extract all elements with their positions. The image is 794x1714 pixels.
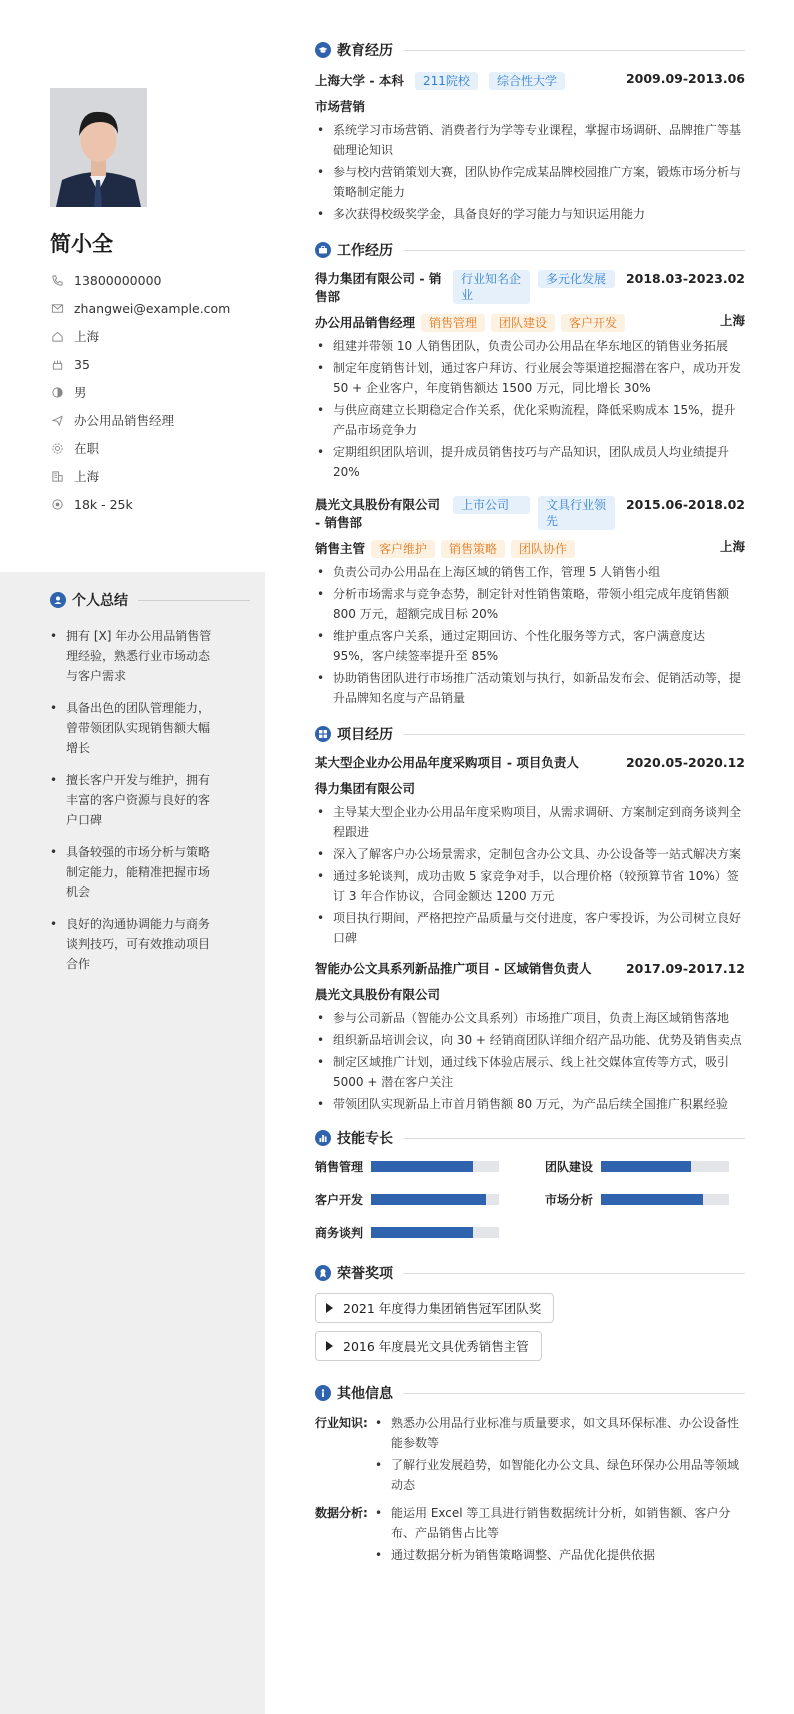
skill-item [545,1158,745,1175]
project-bullet: • 深入了解客户办公场景需求，定制包含办公文具、办公设备等一站式解决方案 [315,844,745,864]
skill-item [315,1224,515,1241]
summary-item: • 具备较强的市场分析与策略制定能力，能精准把握市场机会 [50,842,220,902]
salary-icon [50,497,64,511]
summary-title: 个人总结 [72,593,128,609]
honor-list [315,1293,745,1369]
skill-name: 市场分析 [545,1193,594,1207]
project-date: 2020.05-2020.12 [625,755,745,770]
project-entry [315,754,745,948]
job-role-row [315,538,745,558]
divider [403,250,745,251]
skill-bar [601,1161,729,1172]
job-entry [315,496,745,708]
skills-title: 技能专长 [337,1131,393,1147]
person-icon [50,592,66,608]
education-header [315,38,745,62]
contact-text: 35 [74,356,90,372]
project-name: 智能办公文具系列新品推广项目 - 区域销售负责人 [315,961,592,976]
other-label: 数据分析: [315,1506,368,1520]
summary-list [50,626,220,986]
other-group [315,1413,745,1497]
other-bullet: • 通过数据分析为销售策略调整、产品优化提供依据 [373,1545,745,1565]
project-bullet: • 项目执行期间，严格把控产品质量与交付进度，客户零投诉，为公司树立良好口碑 [315,908,745,948]
summary-item: • 擅长客户开发与维护，拥有丰富的客户资源与良好的客户口碑 [50,770,220,830]
skill-bar [371,1161,499,1172]
skill-item [315,1158,515,1175]
contact-item [50,434,260,462]
skill-item [315,1191,515,1208]
education-bullet: • 系统学习市场营销、消费者行为学等专业课程，掌握市场调研、品牌推广等基础理论知识 [315,120,745,160]
award-text: 2016 年度晨光文具优秀销售主管 [343,1339,529,1354]
divider [403,734,745,735]
main-content [315,38,745,1573]
skill-tag: 销售策略 [441,540,505,558]
contact-item [50,350,260,378]
skill-name: 商务谈判 [315,1226,364,1240]
contact-list [50,266,260,518]
divider [403,1273,745,1274]
project-header [315,960,745,978]
job-company-block [315,496,615,532]
skill-tag: 客户开发 [561,314,625,332]
other-bullet: • 熟悉办公用品行业标准与质量要求，如文具环保标准、办公设备性能参数等 [373,1413,745,1453]
contact-item [50,378,260,406]
job-city: 上海 [719,313,745,328]
summary-item: • 良好的沟通协调能力与商务谈判技巧，可有效推动项目合作 [50,914,220,974]
gender-icon [50,385,64,399]
job-city: 上海 [719,539,745,554]
job-role-block [315,312,625,332]
skills-header [315,1126,745,1150]
send-icon [50,413,64,427]
honors-title: 荣誉奖项 [337,1266,393,1282]
skill-bar [371,1227,499,1238]
skill-tag: 团队建设 [491,314,555,332]
projects-header [315,722,745,746]
job-header [315,270,745,306]
contact-item [50,294,260,322]
info-icon [315,1385,331,1401]
project-bullet: • 制定区域推广计划，通过线下体验店展示、线上社交媒体宣传等方式，吸引 5000 + 潜在客户关注 [315,1052,745,1092]
company-name: 得力集团有限公司 - 销售部 [315,271,442,304]
profile-photo [50,88,147,207]
mail-icon [50,301,64,315]
job-date: 2018.03-2023.02 [625,271,745,286]
contact-text: 上海 [74,329,100,344]
other-bullets [373,1503,745,1567]
building-icon [50,469,64,483]
project-org: 晨光文具股份有限公司 [315,987,441,1002]
project-date: 2017.09-2017.12 [625,961,745,976]
other-header [315,1381,745,1405]
contact-item [50,322,260,350]
skill-item [545,1191,745,1208]
skill-bar-fill [601,1161,691,1172]
other-bullet: • 了解行业发展趋势，如智能化办公文具、绿色环保办公用品等领域动态 [373,1455,745,1495]
age-icon [50,357,64,371]
contact-text: 上海 [74,469,100,484]
contact-item [50,266,260,294]
education-title: 教育经历 [337,43,393,59]
other-title: 其他信息 [337,1386,393,1402]
honors-header [315,1261,745,1285]
project-org: 得力集团有限公司 [315,781,416,796]
summary-item: • 具备出色的团队管理能力，曾带领团队实现销售额大幅增长 [50,698,220,758]
project-bullet: • 主导某大型企业办公用品年度采购项目，从需求调研、方案制定到商务谈判全程跟进 [315,802,745,842]
job-bullet: • 定期组织团队培训，提升成员销售技巧与产品知识，团队成员人均业绩提升 20% [315,442,745,482]
skills-grid [315,1158,745,1241]
skill-bar-fill [371,1194,486,1205]
work-header [315,238,745,262]
job-bullets [315,336,745,482]
project-bullets [315,802,745,948]
project-list [315,754,745,1114]
company-tag: 行业知名企业 [453,270,530,304]
skill-name: 客户开发 [315,1193,364,1207]
company-tag: 文具行业领先 [538,496,615,530]
skill-tag: 团队协作 [511,540,575,558]
skill-bar [601,1194,729,1205]
job-header [315,496,745,532]
contact-text: 在职 [74,441,100,456]
skill-bar-fill [601,1194,703,1205]
work-title: 工作经历 [337,243,393,259]
skill-name: 销售管理 [315,1160,364,1174]
skill-bar-fill [371,1161,473,1172]
job-role-row [315,312,745,332]
job-entry [315,270,745,482]
contact-text: zhangwei@example.com [74,300,231,316]
divider [403,50,745,51]
project-bullet: • 带领团队实现新品上市首月销售额 80 万元，为产品后续全国推广积累经验 [315,1094,745,1114]
skill-name: 团队建设 [545,1160,594,1174]
project-bullets [315,1008,745,1114]
education-bullets [315,120,745,224]
company-name: 晨光文具股份有限公司 - 销售部 [315,497,441,530]
education-bullet: • 参与校内营销策划大赛，团队协作完成某品牌校园推广方案，锻炼市场分析与策略制定能力 [315,162,745,202]
contact-text: 男 [74,385,87,400]
home-icon [50,329,64,343]
project-bullet: • 组织新品培训会议，向 30 + 经销商团队详细介绍产品功能、优势及销售卖点 [315,1030,745,1050]
education-row [315,70,745,90]
job-bullets [315,562,745,708]
contact-text: 18k - 25k [74,496,133,512]
grid-icon [315,726,331,742]
other-bullet: • 能运用 Excel 等工具进行销售数据统计分析，如销售额、客户分布、产品销售占比等 [373,1503,745,1543]
job-bullet: • 制定年度销售计划，通过客户拜访、行业展会等渠道挖掘潜在客户，成功开发 50 + 企业客户，年度销售额达 1500 万元，同比增长 30% [315,358,745,398]
job-bullet: • 协助销售团队进行市场推广活动策划与执行，如新品发布会、促销活动等，提升品牌知名度与产品销量 [315,668,745,708]
other-info [315,1413,745,1567]
job-company-block [315,270,615,306]
skill-bar-fill [371,1227,473,1238]
bar-chart-icon [315,1130,331,1146]
play-triangle-icon [326,1341,333,1351]
divider [403,1393,745,1394]
job-list [315,270,745,708]
project-bullet: • 通过多轮谈判，成功击败 5 家竞争对手，以合理价格（较预算节省 10%）签订 3 年合作协议，合同金额达 1200 万元 [315,866,745,906]
company-tag: 上市公司 [453,496,530,514]
school-tag: 211院校 [415,72,478,90]
other-group [315,1503,745,1567]
job-role: 销售主管 [315,541,366,556]
job-bullet: • 与供应商建立长期稳定合作关系，优化采购流程，降低采购成本 15%，提升产品市场竞争力 [315,400,745,440]
divider [403,1138,745,1139]
graduation-cap-icon [315,42,331,58]
summary-header [50,590,250,610]
contact-text: 13800000000 [74,272,162,288]
school-name: 上海大学 - 本科 [315,73,404,88]
project-entry [315,960,745,1114]
job-role: 办公用品销售经理 [315,315,416,330]
skill-tag: 销售管理 [421,314,485,332]
contact-item [50,462,260,490]
education-bullet: • 多次获得校级奖学金，具备良好的学习能力与知识运用能力 [315,204,745,224]
phone-icon [50,273,64,287]
divider [138,600,250,601]
project-bullet: • 参与公司新品（智能办公文具系列）市场推广项目，负责上海区域销售落地 [315,1008,745,1028]
education-date: 2009.09-2013.06 [625,71,745,86]
award-text: 2021 年度得力集团销售冠军团队奖 [343,1301,542,1316]
play-triangle-icon [326,1303,333,1313]
contact-text: 办公用品销售经理 [74,413,175,428]
company-tag: 多元化发展 [538,270,615,288]
job-bullet: • 负责公司办公用品在上海区域的销售工作，管理 5 人销售小组 [315,562,745,582]
skill-tag: 客户维护 [371,540,435,558]
job-bullet: • 维护重点客户关系，通过定期回访、个性化服务等方式，客户满意度达 95%，客户续签率提升至 85% [315,626,745,666]
briefcase-icon [315,242,331,258]
contact-item [50,490,260,518]
other-label: 行业知识: [315,1416,368,1430]
project-header [315,754,745,772]
projects-title: 项目经历 [337,727,393,743]
job-role-block [315,538,575,558]
contact-item [50,406,260,434]
major: 市场营销 [315,99,366,114]
other-bullets [373,1413,745,1497]
award-item [315,1293,554,1323]
school-tag: 综合性大学 [489,72,565,90]
award-item [315,1331,542,1361]
summary-item: • 拥有 [X] 年办公用品销售管理经验，熟悉行业市场动态与客户需求 [50,626,220,686]
job-bullet: • 组建并带领 10 人销售团队，负责公司办公用品在华东地区的销售业务拓展 [315,336,745,356]
status-icon [50,441,64,455]
project-name: 某大型企业办公用品年度采购项目 - 项目负责人 [315,755,579,770]
award-icon [315,1265,331,1281]
skill-bar [371,1194,499,1205]
profile-name: 简小全 [50,232,113,256]
job-date: 2015.06-2018.02 [625,497,745,512]
job-bullet: • 分析市场需求与竞争态势，制定针对性销售策略，带领小组完成年度销售额 800 万元，超额完成目标 20% [315,584,745,624]
